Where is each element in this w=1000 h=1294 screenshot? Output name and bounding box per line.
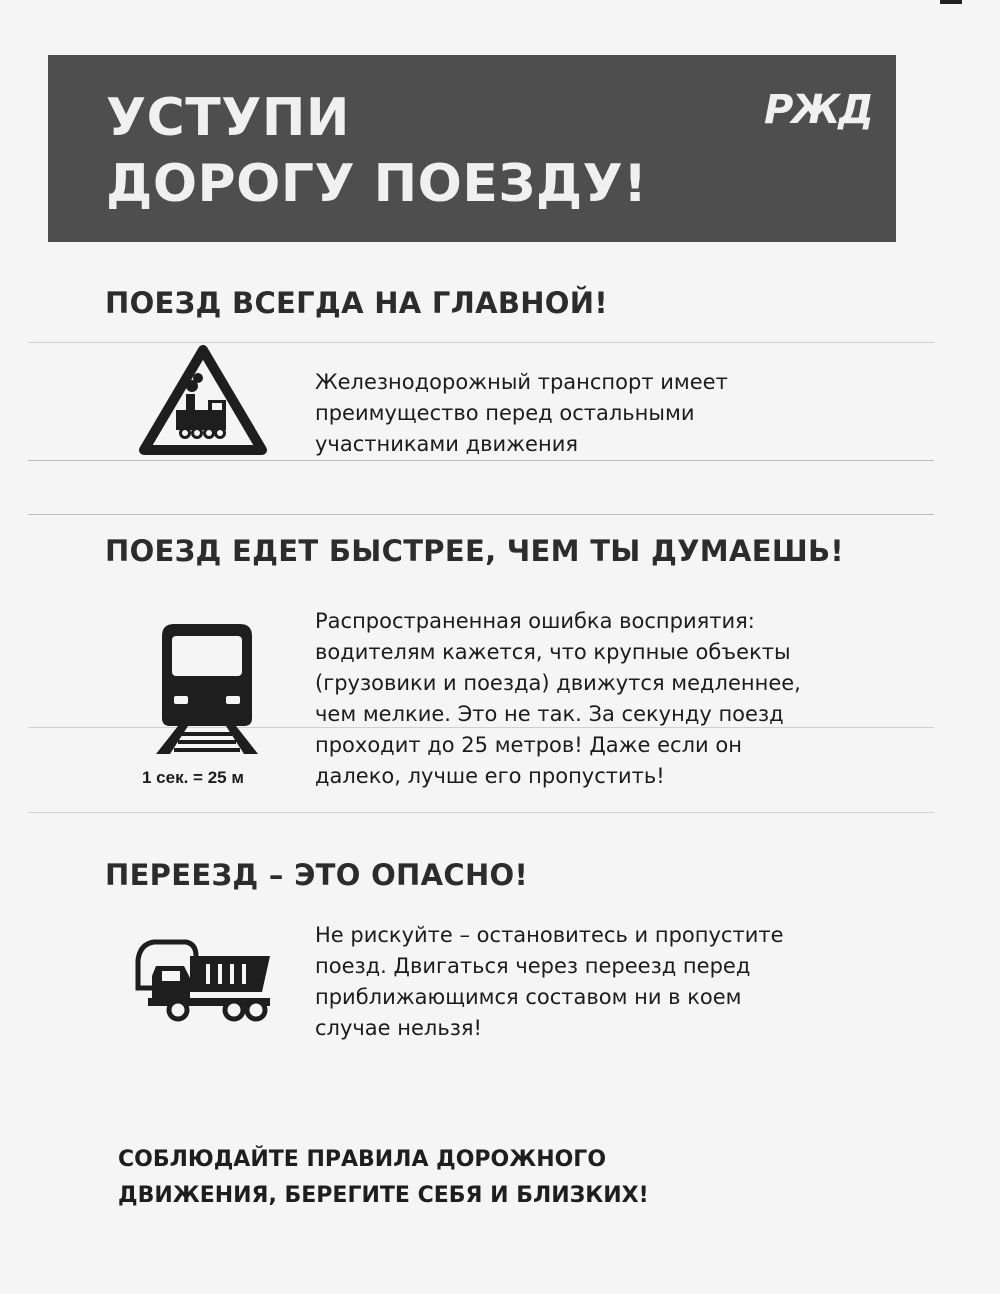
footer-slogan bbox=[118, 1142, 649, 1214]
divider-line bbox=[28, 460, 934, 461]
text-line: чем мелкие. Это не так. За секунду поезд bbox=[315, 702, 784, 726]
train-front-icon bbox=[148, 622, 266, 758]
train-crossing-warning-sign-icon bbox=[138, 344, 268, 456]
banner-title bbox=[106, 85, 647, 217]
text-line: преимущество перед остальными bbox=[315, 401, 695, 425]
divider-line bbox=[28, 812, 934, 813]
rzd-logo bbox=[764, 87, 872, 133]
section-text-train-speed bbox=[315, 606, 801, 792]
text-line: проходит до 25 метров! Даже если он bbox=[315, 733, 742, 757]
scan-corner-mark bbox=[940, 0, 962, 4]
text-line: (грузовики и поезда) движутся медленнее, bbox=[315, 671, 801, 695]
text-line: Распространенная ошибка восприятия: bbox=[315, 609, 755, 633]
text-line: Железнодорожный транспорт имеет bbox=[315, 370, 728, 394]
text-line: водителям кажется, что крупные объекты bbox=[315, 640, 791, 664]
text-line: поезд. Двигаться через переезд перед bbox=[315, 954, 751, 978]
divider-line bbox=[28, 342, 934, 343]
text-line: случае нельзя! bbox=[315, 1016, 482, 1040]
footer-line2: ДВИЖЕНИЯ, БЕРЕГИТЕ СЕБЯ И БЛИЗКИХ! bbox=[118, 1183, 649, 1208]
text-line: приближающимся составом ни в коем bbox=[315, 985, 742, 1009]
rzd-logo-text: РЖД bbox=[764, 87, 872, 133]
header-banner bbox=[48, 55, 896, 242]
footer-line1: СОБЛЮДАЙТЕ ПРАВИЛА ДОРОЖНОГО bbox=[118, 1147, 607, 1172]
section-heading-main-road: ПОЕЗД ВСЕГДА НА ГЛАВНОЙ! bbox=[105, 286, 608, 320]
text-line: участниками движения bbox=[315, 432, 578, 456]
dump-truck-icon bbox=[134, 936, 274, 1022]
banner-title-line1: УСТУПИ bbox=[106, 88, 350, 148]
section-heading-train-speed: ПОЕЗД ЕДЕТ БЫСТРЕЕ, ЧЕМ ТЫ ДУМАЕШЬ! bbox=[105, 534, 844, 568]
section-text-crossing-danger bbox=[315, 920, 784, 1044]
banner-title-line2: ДОРОГУ ПОЕЗДУ! bbox=[106, 154, 648, 214]
section-text-main-road bbox=[315, 367, 728, 460]
speed-caption: 1 сек. = 25 м bbox=[142, 768, 244, 787]
divider-line bbox=[28, 514, 934, 515]
section-heading-crossing-danger: ПЕРЕЕЗД – ЭТО ОПАСНО! bbox=[105, 858, 528, 892]
text-line: далеко, лучше его пропустить! bbox=[315, 764, 665, 788]
text-line: Не рискуйте – остановитесь и пропустите bbox=[315, 923, 784, 947]
